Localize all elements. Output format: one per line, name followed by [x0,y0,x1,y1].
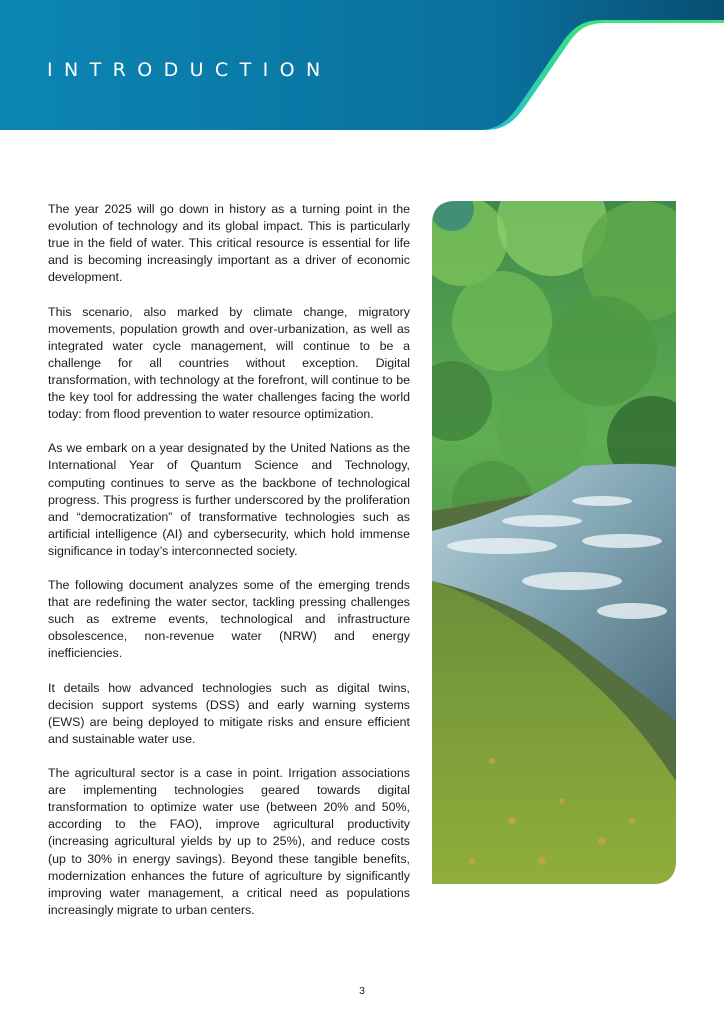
body-text [48,201,410,936]
page-number: 3 [359,985,365,997]
page-title: INTRODUCTION [47,59,332,81]
paragraph: The year 2025 will go down in history as a turning point in the evolution of technology and its global impact. This is particularly true in the field of water. This critical resource is essential for life and is becoming increasingly important as a driver of economic development. [48,202,410,285]
header-banner [0,0,724,130]
paragraph: It details how advanced technologies such as digital twins, decision support systems (DSS) and early warning systems (EWS) are being deployed to mitigate risks and ensure efficient and sustainable water use. [48,680,410,746]
paragraph: The agricultural sector is a case in point. Irrigation associations are implementing technologies geared towards digital transformation to optimize water use (between 20% and 50%, according to the FAO), improve agricultural productivity (increasing agricultural yields by up to 25%), and reduce costs (up to 30% in energy savings). Beyond these tangible benefits, modernization enhances the future of agriculture by significantly improving water management, a critical need as populations increasingly migrate to urban centers. [48,766,410,917]
paragraph: This scenario, also marked by climate change, migratory movements, population growth and over-urbanization, as well as integrated water cycle management, will continue to be a challenge for all countries without exception. Digital transformation, with technology at the forefront, will continue to be the key tool for addressing the water challenges facing the world today: from flood prevention to water resource optimization. [48,304,410,422]
paragraph: As we embark on a year designated by the United Nations as the International Year of Quantum Science and Technology, computing continues to serve as the backbone of technological progress. This progress is further underscored by the proliferation and “democratization” of transformative technologies such as artificial intelligence (AI) and cybersecurity, which hold immense significance in today’s interconnected society. [48,441,410,558]
photo-illustration [432,201,676,884]
river-forest-photo [432,201,676,884]
paragraph: The following document analyzes some of the emerging trends that are redefining the water sector, tackling pressing challenges such as extreme events, technological and infrastructure obsolescence, non-revenue water (NRW) and energy inefficiencies. [48,578,410,661]
